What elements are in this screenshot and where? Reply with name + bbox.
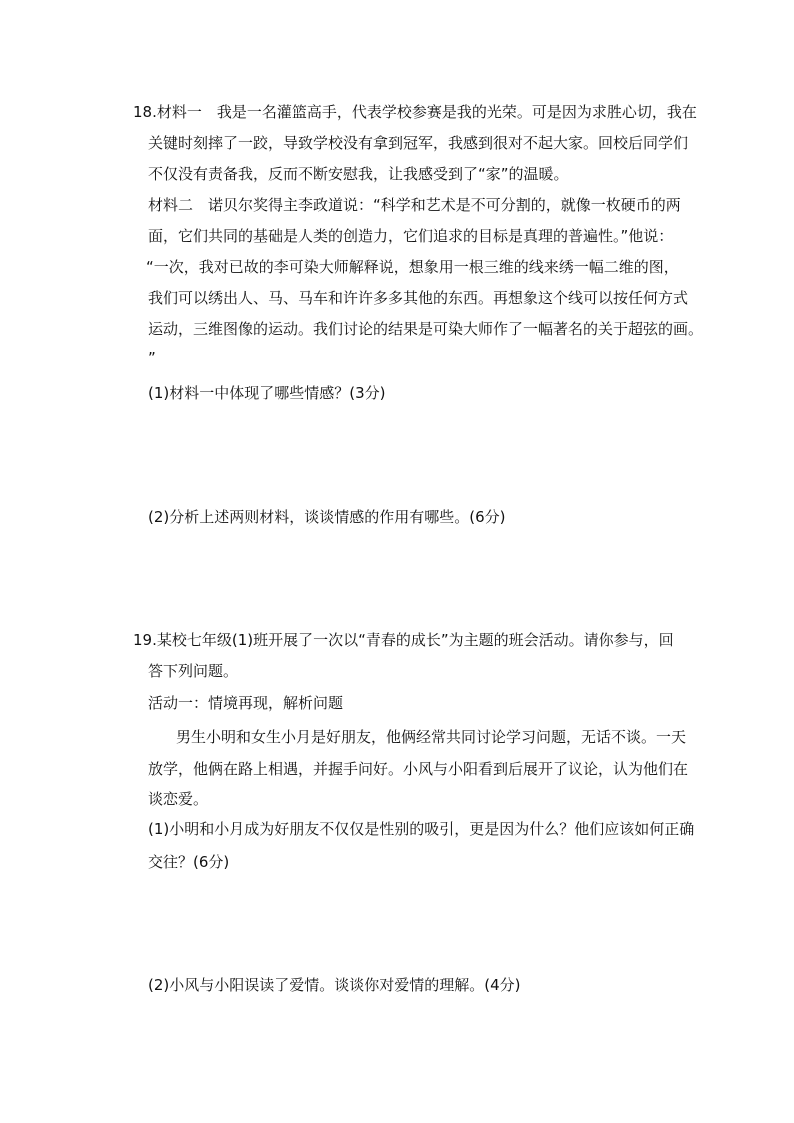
q18-line: 面，它们共同的基础是人类的创造力，它们追求的目标是真理的普遍性。”他说： — [148, 227, 674, 245]
q19-line: 放学，他俩在路上相遇，并握手问好。小风与小阳看到后展开了议论，认为他们在 — [148, 760, 689, 778]
q19-activity-heading: 活动一：情境再现，解析问题 — [148, 694, 344, 712]
q18-line: “一次，我对已故的李可染大师解释说，想象用一根三维的线来绣一幅二维的图， — [146, 258, 679, 276]
q19-line: 男生小明和女生小月是好朋友，他俩经常共同讨论学习问题，无话不谈。一天 — [176, 728, 687, 746]
q19-subquestion-1-cont: 交往？(6分) — [148, 853, 230, 871]
q19-line: 19.某校七年级(1)班开展了一次以“青春的成长”为主题的班会活动。请你参与，回 — [133, 631, 674, 649]
q18-line: 不仅没有责备我，反而不断安慰我，让我感受到了“家”的温暖。 — [148, 165, 569, 183]
q19-line: 答下列问题。 — [148, 662, 239, 680]
q18-line: 运动，三维图像的运动。我们讨论的结果是可染大师作了一幅著名的关于超弦的画。 — [148, 320, 704, 338]
q18-line: 我们可以绣出人、马、马车和许许多多其他的东西。再想象这个线可以按任何方式 — [148, 289, 689, 307]
q18-subquestion-1: (1)材料一中体现了哪些情感？(3分) — [148, 384, 386, 402]
q18-line: 18.材料一 我是一名灌篮高手，代表学校参赛是我的光荣。可是因为求胜心切，我在 — [133, 103, 697, 121]
q19-subquestion-2: (2)小风与小阳误读了爱情。谈谈你对爱情的理解。(4分) — [148, 976, 521, 994]
q18-line: 材料二 诺贝尔奖得主李政道说：“科学和艺术是不可分割的，就像一枚硬币的两 — [148, 196, 681, 214]
q18-subquestion-2: (2)分析上述两则材料，谈谈情感的作用有哪些。(6分) — [148, 508, 506, 526]
q19-line: 谈恋爱。 — [148, 790, 209, 808]
q18-line: 关键时刻摔了一跤，导致学校没有拿到冠军，我感到很对不起大家。回校后同学们 — [148, 134, 689, 152]
q19-subquestion-1: (1)小明和小月成为好朋友不仅仅是性别的吸引，更是因为什么？他们应该如何正确 — [148, 820, 695, 838]
q18-line: ” — [148, 349, 156, 367]
